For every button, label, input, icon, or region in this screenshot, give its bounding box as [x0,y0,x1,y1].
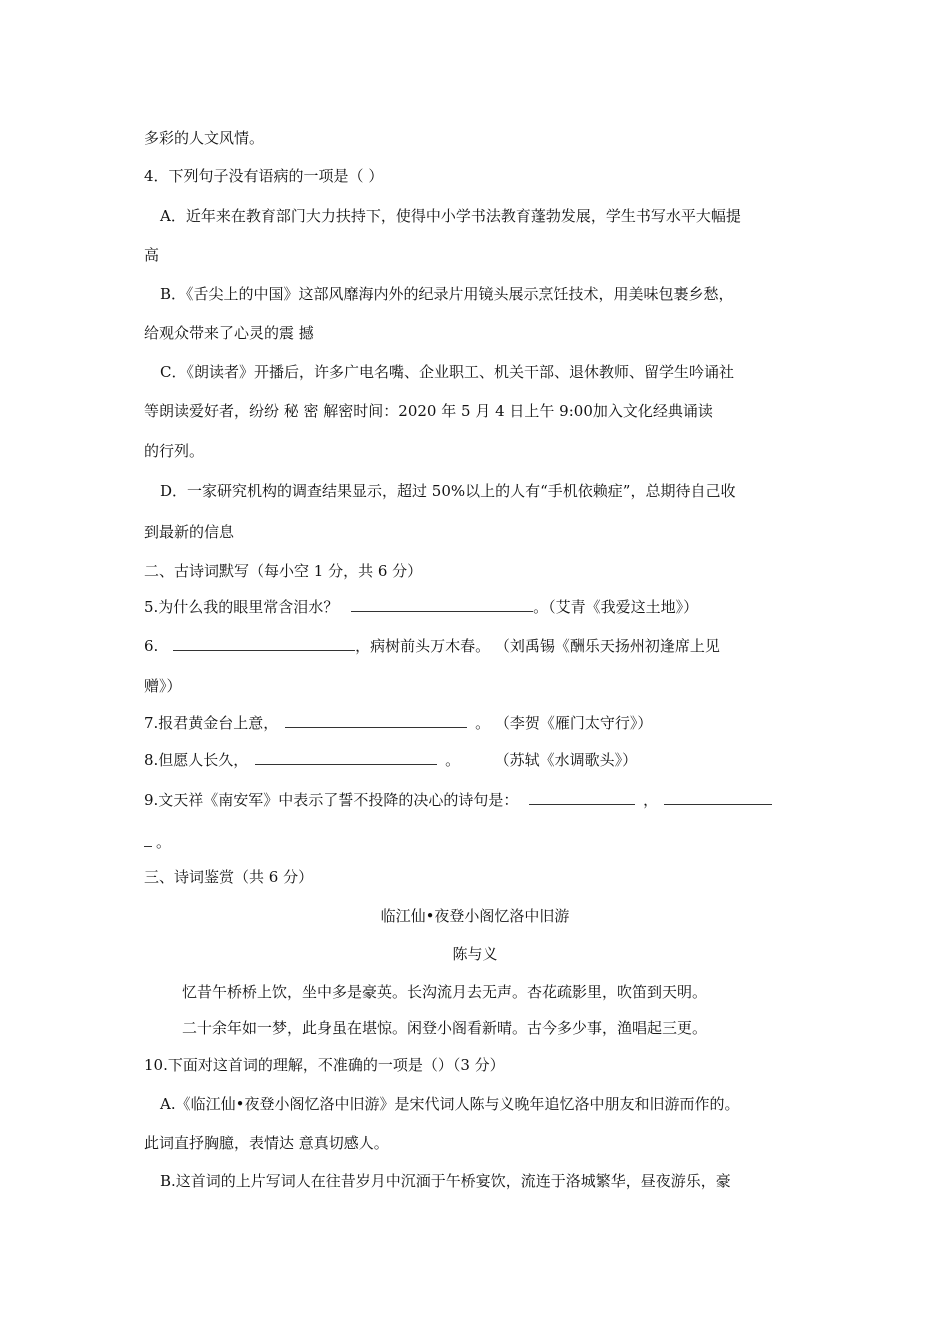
answer-blank[interactable] [529,790,635,805]
answer-blank[interactable] [255,750,437,765]
text-line: 高 [144,246,160,264]
question-10: 10.下面对这首词的理解，不准确的一项是（）（3 分） [144,1056,505,1074]
section-3-heading: 三、诗词鉴赏（共 6 分） [144,868,314,886]
question-5 [144,597,698,617]
text-line: 的行列。 [144,442,205,460]
question-6-number: 6. [144,637,159,655]
option-a: A．近年来在教育部门大力扶持下，使得中小学书法教育蓬勃发展，学生书写水平大幅提 [160,207,741,225]
question-7 [144,713,652,733]
option-d: D．一家研究机构的调查结果显示，超过 50%以上的人有“手机依赖症”，总期待自己收 [160,482,736,500]
question-5-prompt: 5.为什么我的眼里常含泪水？ [144,598,339,616]
question-9-prompt: 9.文天祥《南安军》中表示了誓不投降的决心的诗句是： [144,791,519,809]
text-line: 等朗读爱好者，纷纷 秘 密 解密时间：2020 年 5 月 4 日上午 9:00加入文化经典诵读 [144,402,713,420]
question-5-source: 。（艾青《我爱这土地》） [533,598,699,616]
answer-blank[interactable] [664,790,772,805]
option-a: A.《临江仙•夜登小阁忆洛中旧游》是宋代词人陈与义晚年追忆洛中朋友和旧游而作的。 [160,1095,740,1113]
text-line: 到最新的信息 [144,523,235,541]
text-line: 赠》） [144,677,182,695]
question-7-source: 。 （李贺《雁门太守行》） [475,714,653,732]
question-8-source: （苏轼《水调歌头》） [502,751,638,769]
question-9-continued [144,832,171,852]
answer-blank[interactable] [144,832,152,847]
poem-title: 临江仙•夜登小阁忆洛中旧游 [380,907,570,925]
question-8-prompt: 8.但愿人长久， [144,751,249,769]
question-9-comma: ， [643,791,659,809]
poem-stanza-1: 忆昔午桥桥上饮，坐中多是豪英。长沟流月去无声。杏花疏影里，吹笛到天明。 [182,983,708,1001]
option-b: B.这首词的上片写词人在往昔岁月中沉湎于午桥宴饮，流连于洛城繁华，昼夜游乐，豪 [160,1172,731,1190]
question-9-period: 。 [156,833,172,851]
question-9 [144,790,772,810]
text-line: 给观众带来了心灵的震 撼 [144,324,314,342]
option-c: C．《朗读者》开播后，许多广电名嘴、企业职工、机关干部、退休教师、留学生吟诵社 [160,363,734,381]
question-8 [144,750,637,770]
text-line: 多彩的人文风情。 [144,129,265,147]
question-8-period: 。 [445,751,461,769]
question-6-text: ，病树前头万木春。 （刘禹锡《酬乐天扬州初逢席上见 [355,637,720,655]
question-4: 4．下列句子没有语病的一项是（ ） [144,167,384,185]
answer-blank[interactable] [285,713,467,728]
answer-blank[interactable] [351,597,533,612]
poem-stanza-2: 二十余年如一梦，此身虽在堪惊。闲登小阁看新晴。古今多少事，渔唱起三更。 [182,1019,708,1037]
question-7-prompt: 7.报君黄金台上意， [144,714,279,732]
question-6 [144,636,720,656]
option-b: B．《舌尖上的中国》这部风靡海内外的纪录片用镜头展示烹饪技术，用美味包裹乡愁， [160,285,734,303]
answer-blank[interactable] [173,636,355,651]
text-line: 此词直抒胸臆，表情达 意真切感人。 [144,1134,389,1152]
section-2-heading: 二、古诗词默写（每小空 1 分，共 6 分） [144,562,423,580]
poem-author: 陈与义 [452,945,498,963]
